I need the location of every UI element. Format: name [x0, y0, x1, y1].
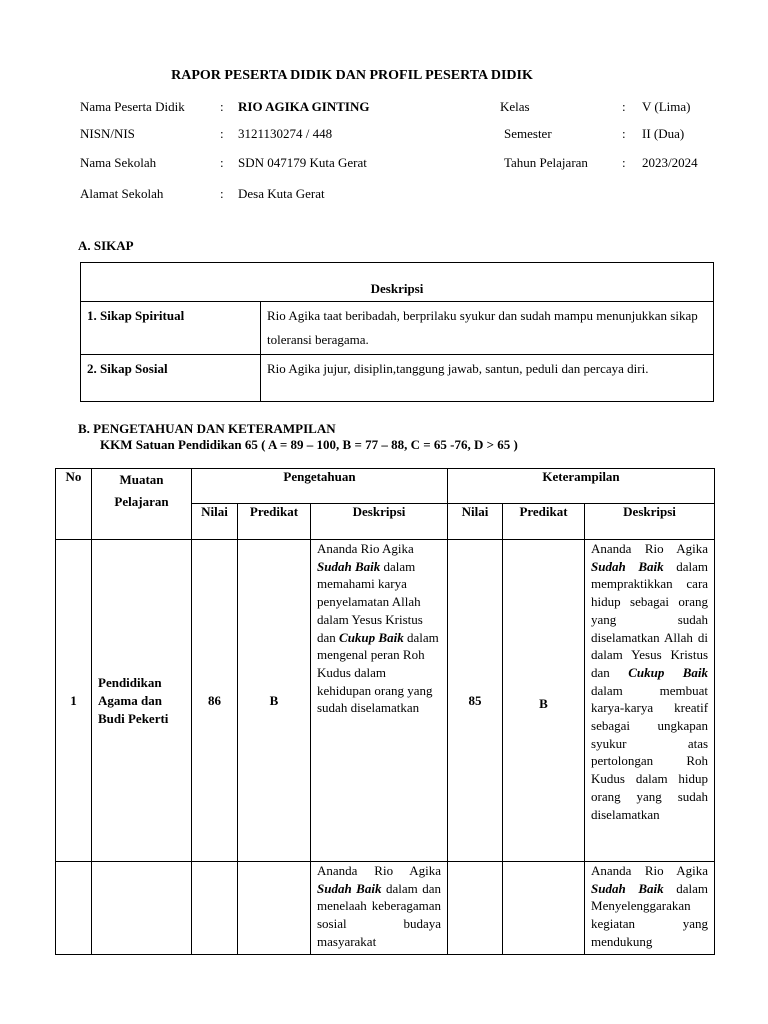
sikap-desc: Rio Agika jujur, disiplin,tanggung jawab, santun, peduli dan percaya diri.	[261, 355, 714, 402]
row-p-predikat: B	[238, 540, 311, 862]
colon: :	[220, 186, 224, 201]
row-k-deskripsi: Ananda Rio Agika Sudah Baik dalam Menyelenggarakan kegiatan yang mendukung	[585, 862, 715, 955]
sikap-header: Deskripsi	[81, 263, 714, 302]
col-k-deskripsi: Deskripsi	[585, 504, 715, 540]
label-tahun-pelajaran: Tahun Pelajaran	[504, 155, 588, 170]
row-k-nilai: 85	[448, 540, 503, 862]
value-kelas: V (Lima)	[642, 99, 691, 114]
col-no: No	[56, 469, 92, 540]
table-row	[81, 355, 714, 402]
table-row	[56, 862, 715, 955]
label-nama-sekolah: Nama Sekolah	[80, 155, 157, 170]
col-p-predikat: Predikat	[238, 504, 311, 540]
colon: :	[220, 155, 224, 170]
nilai-table	[55, 468, 715, 955]
report-title: RAPOR PESERTA DIDIK DAN PROFIL PESERTA DIDIK	[171, 68, 533, 83]
colon: :	[220, 99, 224, 114]
row-subject: Pendidikan Agama dan Budi Pekerti	[92, 540, 192, 862]
row-p-nilai	[192, 862, 238, 955]
label-kelas: Kelas	[500, 99, 530, 114]
colon: :	[622, 155, 626, 170]
row-p-deskripsi: Ananda Rio Agika Sudah Baik dalam dan menelaah keberagaman sosial budaya masyarakat	[311, 862, 448, 955]
row-no	[56, 862, 92, 955]
col-p-deskripsi: Deskripsi	[311, 504, 448, 540]
row-p-deskripsi: Ananda Rio Agika Sudah Baik dalam memahami karya penyelamatan Allah dalam Yesus Kristus dan Cukup Baik dalam mengenal peran Roh Kudus dalam kehidupan orang yang sudah diselamatkan	[311, 540, 448, 862]
colon: :	[220, 126, 224, 141]
label-nama-peserta: Nama Peserta Didik	[80, 99, 185, 114]
value-nisn: 3121130274 / 448	[238, 126, 333, 141]
table-row	[56, 540, 715, 862]
sikap-label: 2. Sikap Sosial	[81, 355, 261, 402]
col-muatan: Muatan Pelajaran	[92, 469, 192, 540]
label-nisn: NISN/NIS	[80, 126, 135, 141]
sikap-table	[80, 262, 714, 402]
row-no: 1	[56, 540, 92, 862]
table-row	[81, 302, 714, 355]
value-alamat-sekolah: Desa Kuta Gerat	[238, 186, 325, 201]
row-k-predikat: B	[503, 540, 585, 862]
col-k-predikat: Predikat	[503, 504, 585, 540]
value-nama-sekolah: SDN 047179 Kuta Gerat	[238, 155, 367, 170]
sikap-header-row	[81, 263, 714, 302]
sikap-desc: Rio Agika taat beribadah, berprilaku syukur dan sudah mampu menunjukkan sikap toleransi beragama.	[261, 302, 714, 355]
row-k-predikat	[503, 862, 585, 955]
col-keterampilan: Keterampilan	[448, 469, 715, 504]
row-k-deskripsi: Ananda Rio Agika Sudah Baik dalam mempraktikkan cara hidup sebagai orang yang sudah diselamatkan Allah di dalam Yesus Kristus dan Cukup Baik dalam membuat karya-karya kreatif sebagai ungkapan syukur atas pertolongan Roh Kudus dalam hidup orang yang sudah diselamatkan	[585, 540, 715, 862]
col-p-nilai: Nilai	[192, 504, 238, 540]
section-sikap-heading: A. SIKAP	[78, 238, 134, 253]
colon: :	[622, 126, 626, 141]
col-k-nilai: Nilai	[448, 504, 503, 540]
label-alamat-sekolah: Alamat Sekolah	[80, 186, 164, 201]
row-p-nilai: 86	[192, 540, 238, 862]
row-subject	[92, 862, 192, 955]
row-k-nilai	[448, 862, 503, 955]
label-semester: Semester	[504, 126, 552, 141]
header-row	[56, 469, 715, 504]
value-tahun-pelajaran: 2023/2024	[642, 155, 698, 170]
kkm-note: KKM Satuan Pendidikan 65 ( A = 89 – 100, B = 77 – 88, C = 65 -76, D > 65 )	[100, 437, 518, 452]
section-pengetahuan-heading: B. PENGETAHUAN DAN KETERAMPILAN	[78, 421, 336, 436]
value-semester: II (Dua)	[642, 126, 685, 141]
row-p-predikat	[238, 862, 311, 955]
colon: :	[622, 99, 626, 114]
sikap-label: 1. Sikap Spiritual	[81, 302, 261, 355]
value-nama-peserta: RIO AGIKA GINTING	[238, 99, 370, 114]
col-pengetahuan: Pengetahuan	[192, 469, 448, 504]
